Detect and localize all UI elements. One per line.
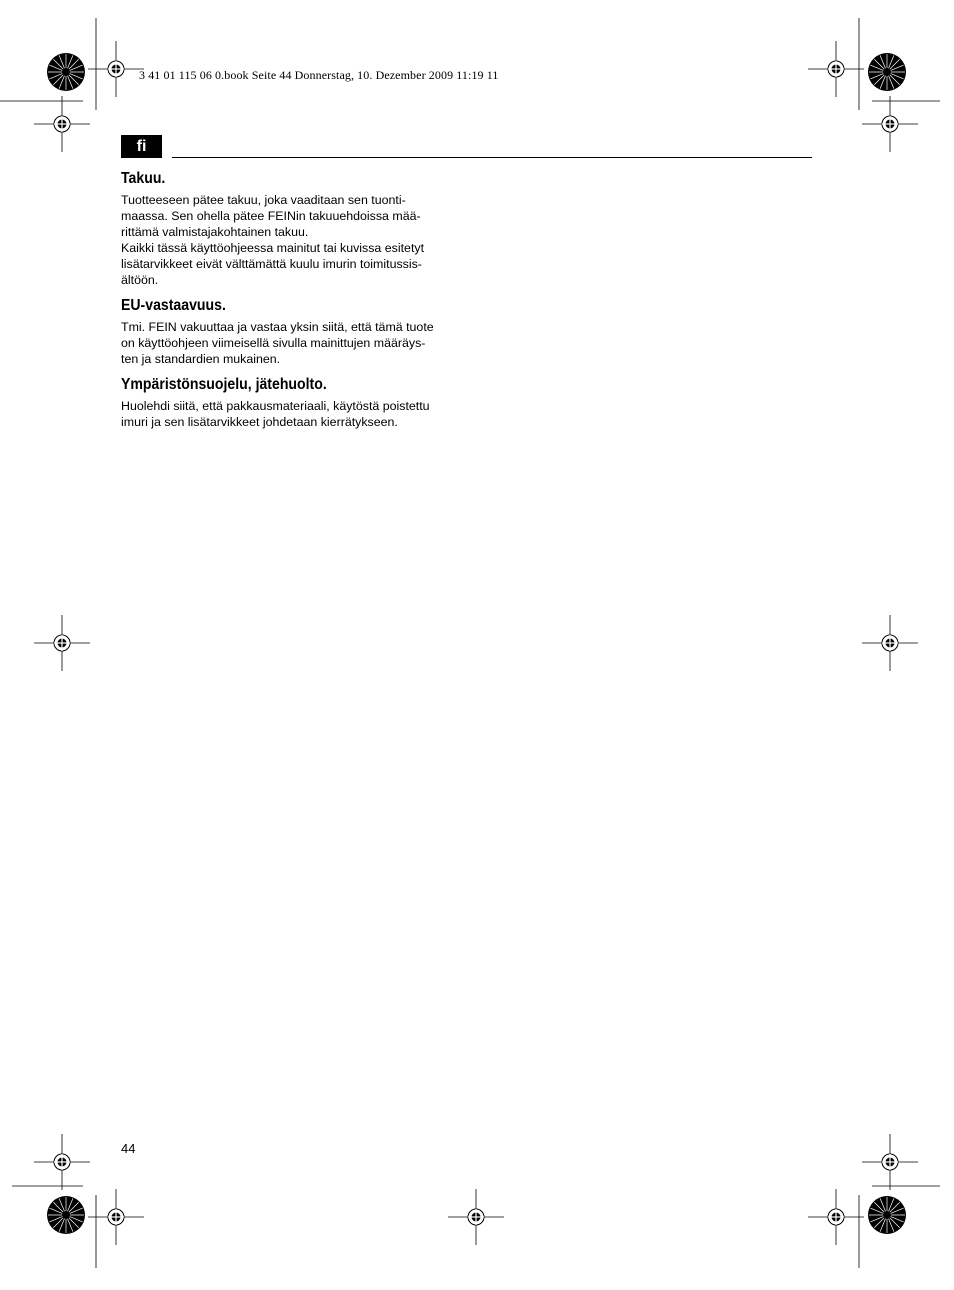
book-info: 3 41 01 115 06 0.book Seite 44 Donnerstag, 10. Dezember 2009 11:19 11 [139, 68, 499, 82]
text-line: maassa. Sen ohella pätee FEINin takuuehdoissa mää- [121, 209, 421, 223]
registration-mark-icon [448, 1189, 504, 1245]
text-line: imuri ja sen lisätarvikkeet johdetaan kierrätykseen. [121, 415, 398, 429]
star-target-icon [47, 1196, 85, 1234]
registration-mark-icon [808, 1189, 864, 1245]
section-takuu [121, 170, 456, 288]
header-rule [172, 157, 812, 158]
section-ymparistonsuojelu [121, 376, 456, 430]
paragraph [121, 398, 456, 430]
text-line: ten ja standardien mukainen. [121, 352, 281, 366]
paragraph [121, 240, 456, 288]
paragraph [121, 319, 456, 367]
section-heading: Takuu. [121, 170, 166, 187]
section-heading: EU-vastaavuus. [121, 297, 226, 314]
page-number: 44 [121, 1141, 136, 1156]
registration-mark-icon [808, 41, 864, 97]
section-heading: Ympäristönsuojelu, jätehuolto. [121, 376, 327, 393]
text-line: rittämä valmistajakohtainen takuu. [121, 225, 309, 239]
registration-mark-icon [34, 96, 90, 152]
registration-mark-icon [862, 615, 918, 671]
text-line: ältöön. [121, 273, 159, 287]
text-line: Kaikki tässä käyttöohjeessa mainitut tai kuvissa esitetyt [121, 241, 425, 255]
text-line: lisätarvikkeet eivät välttämättä kuulu imurin toimitussis- [121, 257, 422, 271]
text-line: on käyttöohjeen viimeisellä sivulla mainittujen määräys- [121, 336, 426, 350]
text-line: Tuotteeseen pätee takuu, joka vaaditaan sen tuonti- [121, 193, 406, 207]
star-target-icon [868, 1196, 906, 1234]
registration-mark-icon [862, 96, 918, 152]
page-content [121, 170, 456, 439]
registration-mark-icon [34, 615, 90, 671]
registration-mark-icon [862, 1134, 918, 1190]
star-target-icon [47, 53, 85, 91]
star-target-icon [868, 53, 906, 91]
text-line: Huolehdi siitä, että pakkausmateriaali, käytöstä poistettu [121, 399, 430, 413]
text-line: Tmi. FEIN vakuuttaa ja vastaa yksin siitä, että tämä tuote [121, 320, 434, 334]
section-eu-vastaavuus [121, 297, 456, 367]
registration-mark-icon [34, 1134, 90, 1190]
language-tab: fi [121, 135, 162, 158]
paragraph [121, 192, 456, 240]
